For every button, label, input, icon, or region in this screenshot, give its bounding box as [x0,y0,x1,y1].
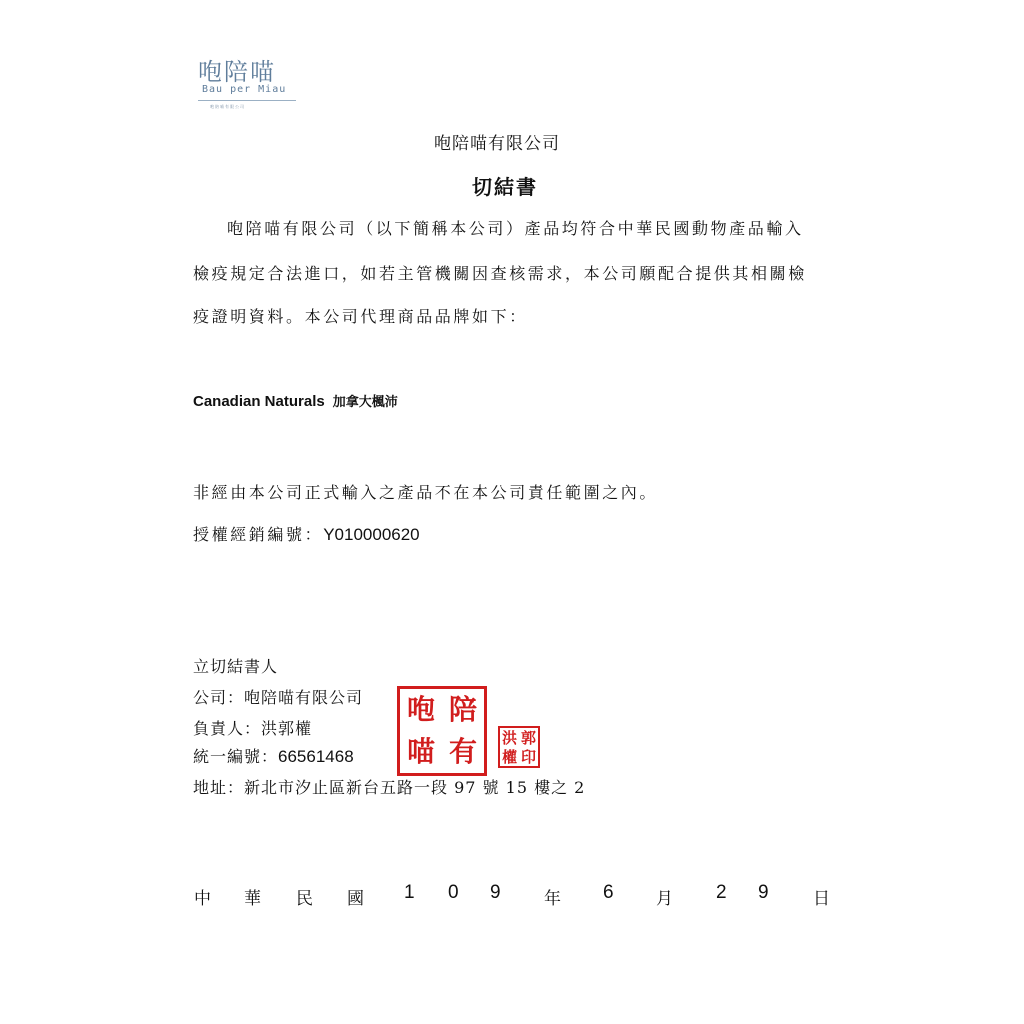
document-title: 切結書 [472,175,538,199]
body-line-1: 咆陪喵有限公司（以下簡稱本公司）產品均符合中華民國動物產品輸入 [227,219,804,238]
seal-char: 印 [520,747,536,766]
seal-char: 有 [448,735,477,768]
address-label: 地址： [193,778,245,797]
logo-name-cn: 咆陪喵 [198,58,276,86]
signatory-company [193,685,363,708]
date-day-digit-1: 2 [716,882,727,903]
company-logo [196,52,300,116]
signatory-address [193,775,585,798]
date-era-3: 民 [296,889,313,909]
license-line [193,522,420,545]
seal-char: 陪 [448,693,477,726]
tax-id-label: 統一編號： [193,747,279,766]
brand-name-cn: 加拿大楓沛 [332,395,398,410]
date-year-label: 年 [544,889,561,909]
seal-char: 咆 [406,693,435,726]
tax-id-value: 66561468 [278,747,354,766]
address-value: 新北市汐止區新台五路一段 97 號 15 樓之 2 [244,778,586,797]
date-era-1: 中 [194,889,211,909]
date-month: 6 [603,882,614,903]
seal-char: 洪 [501,728,517,747]
signatory-tax-id [193,744,354,767]
date-day-label: 日 [813,889,830,909]
seal-char: 郭 [520,728,536,747]
signatory-owner [193,716,312,739]
logo-name-en: Bau per Miau [202,84,287,95]
company-seal-stamp [397,686,487,776]
date-era-2: 華 [244,889,261,909]
company-label: 公司： [193,688,245,707]
license-number: Y010000620 [323,525,420,544]
brand-line [193,391,398,410]
seal-char: 權 [501,747,517,766]
date-month-label: 月 [656,889,673,909]
signatory-heading: 立切結書人 [193,657,279,676]
logo-tagline: 咆陪喵有限公司 [210,104,245,109]
date-year-digit-2: 0 [448,882,459,903]
date-year-digit-3: 9 [490,882,501,903]
company-title: 咆陪喵有限公司 [434,134,560,154]
owner-seal-stamp [498,726,540,768]
body-line-2: 檢疫規定合法進口，如若主管機關因查核需求，本公司願配合提供其相關檢 [193,264,807,283]
brand-name-en: Canadian Naturals [193,393,325,410]
seal-char: 喵 [406,735,435,768]
disclaimer-text: 非經由本公司正式輸入之產品不在本公司責任範圍之內。 [193,483,659,502]
company-value: 咆陪喵有限公司 [244,688,364,707]
owner-label: 負責人： [193,719,262,738]
license-label: 授權經銷編號： [193,525,324,544]
body-line-3: 疫證明資料。本公司代理商品品牌如下： [193,307,528,326]
logo-divider [198,100,296,101]
date-day-digit-2: 9 [758,882,769,903]
date-era-4: 國 [347,889,364,909]
date-year-digit-1: 1 [404,882,415,903]
owner-value: 洪郭權 [261,719,313,738]
